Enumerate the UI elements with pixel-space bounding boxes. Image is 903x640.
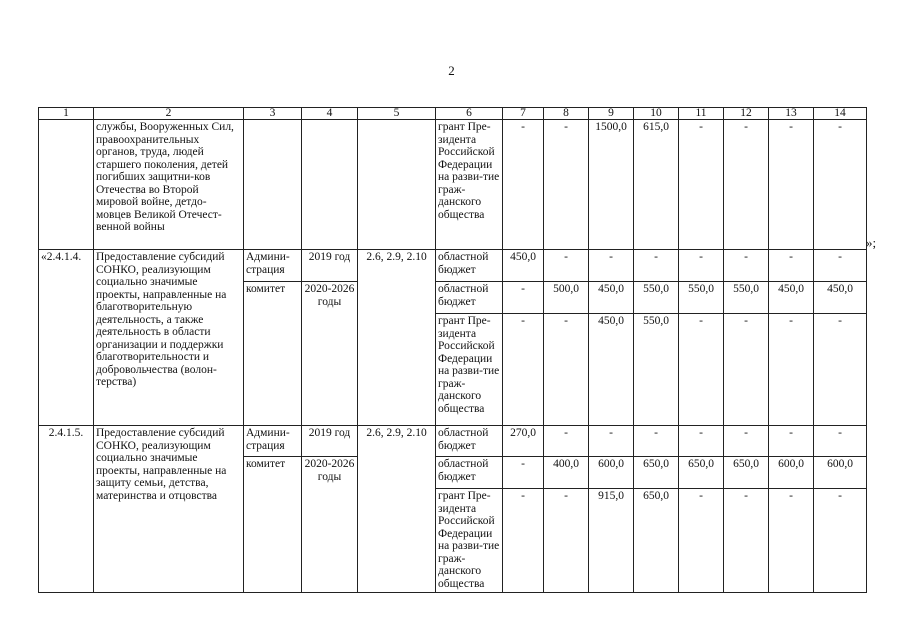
value-cell: - bbox=[544, 250, 589, 282]
value-cell: - bbox=[589, 426, 634, 457]
value-cell: - bbox=[814, 489, 867, 593]
value-cell: - bbox=[724, 314, 769, 426]
header-cell: 7 bbox=[503, 108, 544, 120]
period-cell: 2019 год bbox=[302, 250, 358, 282]
header-cell: 11 bbox=[679, 108, 724, 120]
header-cell: 3 bbox=[244, 108, 302, 120]
related-cell: 2.6, 2.9, 2.10 bbox=[358, 426, 436, 593]
period-cell bbox=[302, 120, 358, 250]
header-cell: 2 bbox=[94, 108, 244, 120]
value-cell: - bbox=[769, 426, 814, 457]
value-cell: - bbox=[769, 120, 814, 250]
number-cell: «2.4.1.4. bbox=[39, 250, 94, 426]
header-cell: 10 bbox=[634, 108, 679, 120]
source-cell: грант Пре-зидента Российской Федерации на разви-тие граж-данского общества bbox=[436, 120, 503, 250]
period-cell: 2020-2026 годы bbox=[302, 457, 358, 593]
source-cell: областной бюджет bbox=[436, 457, 503, 489]
value-cell: 650,0 bbox=[724, 457, 769, 489]
header-cell: 12 bbox=[724, 108, 769, 120]
value-cell: - bbox=[634, 250, 679, 282]
header-cell: 1 bbox=[39, 108, 94, 120]
table-row bbox=[39, 120, 867, 250]
executor-cell: комитет bbox=[244, 282, 302, 426]
value-cell: - bbox=[679, 250, 724, 282]
page-number: 2 bbox=[448, 63, 455, 78]
value-cell: - bbox=[589, 250, 634, 282]
value-cell: 550,0 bbox=[679, 282, 724, 314]
value-cell: 450,0 bbox=[589, 314, 634, 426]
table-row bbox=[39, 250, 867, 282]
table-row bbox=[39, 426, 867, 457]
program-table bbox=[38, 107, 867, 593]
value-cell: 550,0 bbox=[724, 282, 769, 314]
header-cell: 9 bbox=[589, 108, 634, 120]
value-cell: 450,0 bbox=[589, 282, 634, 314]
value-cell: 1500,0 bbox=[589, 120, 634, 250]
period-cell: 2020-2026 годы bbox=[302, 282, 358, 426]
value-cell: 600,0 bbox=[769, 457, 814, 489]
value-cell: - bbox=[634, 426, 679, 457]
value-cell: 915,0 bbox=[589, 489, 634, 593]
source-cell: грант Пре-зидента Российской Федерации на разви-тие граж-данского общества bbox=[436, 489, 503, 593]
header-cell: 4 bbox=[302, 108, 358, 120]
value-cell: - bbox=[679, 120, 724, 250]
executor-cell: комитет bbox=[244, 457, 302, 593]
executor-cell: Админи-страция bbox=[244, 250, 302, 282]
value-cell: - bbox=[544, 489, 589, 593]
value-cell: - bbox=[769, 489, 814, 593]
value-cell: - bbox=[769, 314, 814, 426]
executor-cell: Админи-страция bbox=[244, 426, 302, 457]
source-cell: областной бюджет bbox=[436, 250, 503, 282]
value-cell: 650,0 bbox=[679, 457, 724, 489]
value-cell: - bbox=[724, 250, 769, 282]
value-cell: - bbox=[544, 426, 589, 457]
value-cell: - bbox=[814, 426, 867, 457]
value-cell: - bbox=[544, 314, 589, 426]
number-cell: 2.4.1.5. bbox=[39, 426, 94, 593]
value-cell: 450,0 bbox=[769, 282, 814, 314]
value-cell: 650,0 bbox=[634, 457, 679, 489]
value-cell: - bbox=[724, 489, 769, 593]
value-cell: - bbox=[544, 120, 589, 250]
related-cell bbox=[358, 120, 436, 250]
source-cell: областной бюджет bbox=[436, 282, 503, 314]
description-cell: Предоставление субсидий СОНКО, реализующим социально значимые проекты, направленные на благотворительную деятельность, а также деятельность в области организации и поддержки благотворительности и добровольчества (волон-терства) bbox=[94, 250, 244, 426]
value-cell: - bbox=[724, 426, 769, 457]
value-cell: - bbox=[503, 120, 544, 250]
period-cell: 2019 год bbox=[302, 426, 358, 457]
value-cell: 450,0 bbox=[503, 250, 544, 282]
value-cell: - bbox=[503, 489, 544, 593]
number-cell bbox=[39, 120, 94, 250]
header-cell: 5 bbox=[358, 108, 436, 120]
value-cell: 550,0 bbox=[634, 282, 679, 314]
source-cell: грант Пре-зидента Российской Федерации на разви-тие граж-данского общества bbox=[436, 314, 503, 426]
value-cell: - bbox=[503, 457, 544, 489]
value-cell: 500,0 bbox=[544, 282, 589, 314]
value-cell: - bbox=[814, 120, 867, 250]
source-cell: областной бюджет bbox=[436, 426, 503, 457]
value-cell: - bbox=[679, 489, 724, 593]
header-cell: 14 bbox=[814, 108, 867, 120]
value-cell: - bbox=[679, 314, 724, 426]
value-cell: - bbox=[769, 250, 814, 282]
description-cell: службы, Вооруженных Сил, правоохранительных органов, труда, людей старшего поколения, детей погибших защитни-ков Отечества во Второй мировой войне, детдо-мовцев Великой Отечест-венной войны bbox=[94, 120, 244, 250]
value-cell: 615,0 bbox=[634, 120, 679, 250]
header-row bbox=[39, 108, 867, 120]
value-cell: - bbox=[814, 250, 867, 282]
value-cell: - bbox=[679, 426, 724, 457]
description-cell: Предоставление субсидий СОНКО, реализующим социально значимые проекты, направленные на защиту семьи, детства, материнства и отцовства bbox=[94, 426, 244, 593]
value-cell: 600,0 bbox=[589, 457, 634, 489]
value-cell: 400,0 bbox=[544, 457, 589, 489]
header-cell: 13 bbox=[769, 108, 814, 120]
related-cell: 2.6, 2.9, 2.10 bbox=[358, 250, 436, 426]
closing-quote-mark: »; bbox=[866, 235, 877, 250]
value-cell: - bbox=[724, 120, 769, 250]
value-cell: 600,0 bbox=[814, 457, 867, 489]
value-cell: 650,0 bbox=[634, 489, 679, 593]
value-cell: 550,0 bbox=[634, 314, 679, 426]
header-cell: 6 bbox=[436, 108, 503, 120]
value-cell: - bbox=[814, 314, 867, 426]
value-cell: 450,0 bbox=[814, 282, 867, 314]
value-cell: - bbox=[503, 314, 544, 426]
value-cell: - bbox=[503, 282, 544, 314]
header-cell: 8 bbox=[544, 108, 589, 120]
executor-cell bbox=[244, 120, 302, 250]
value-cell: 270,0 bbox=[503, 426, 544, 457]
